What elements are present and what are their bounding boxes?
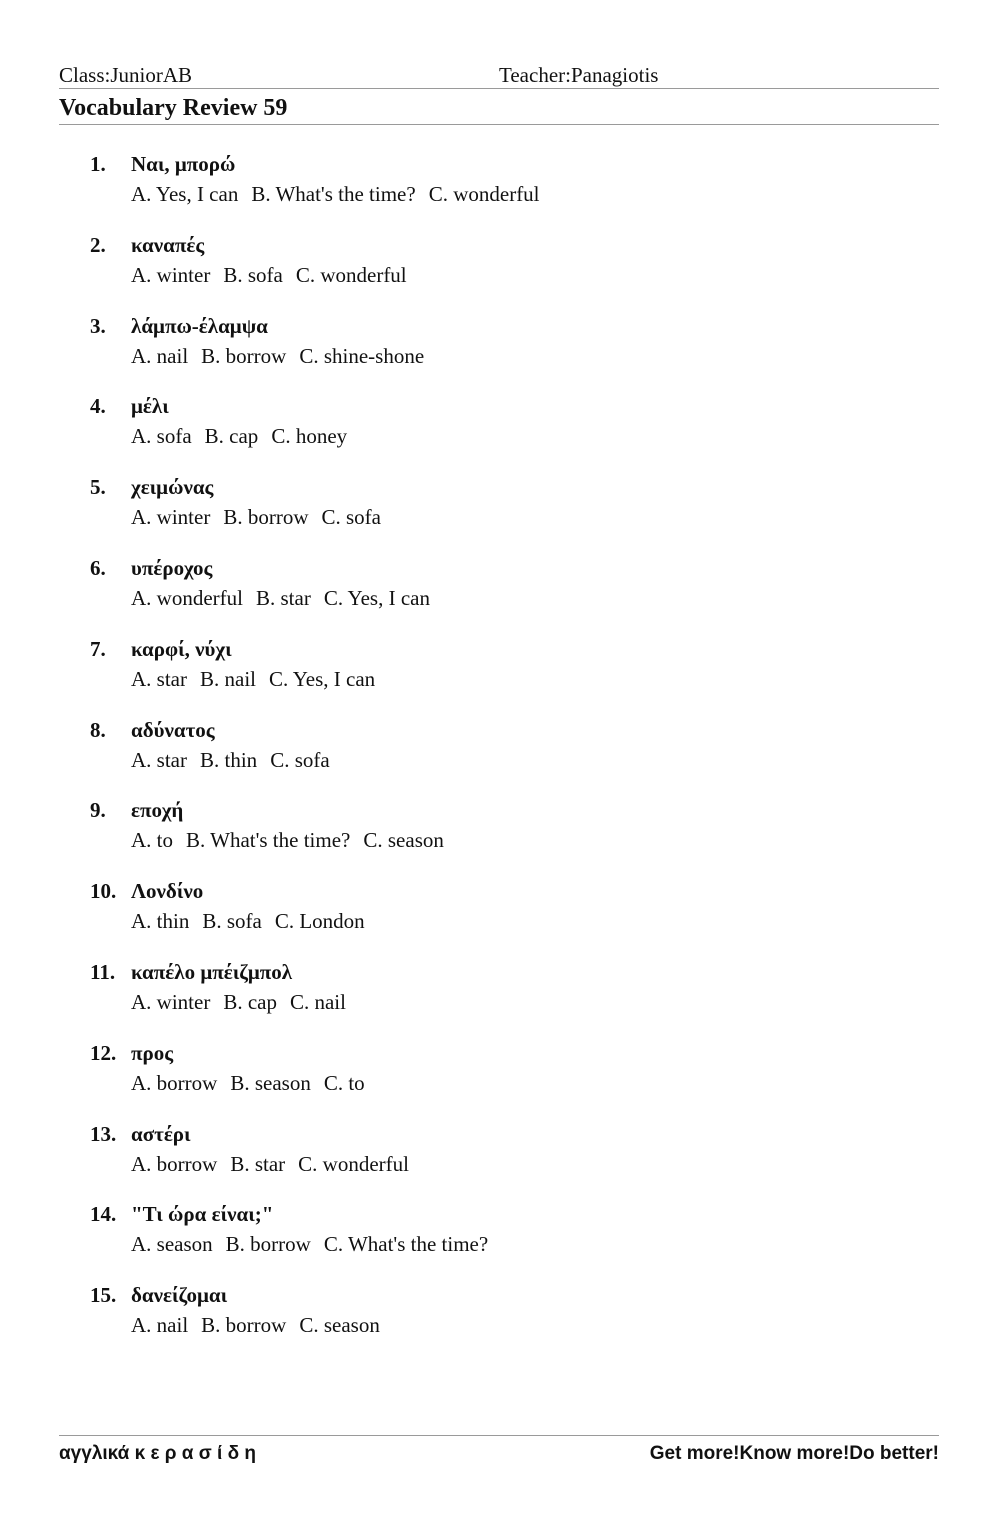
answer-option[interactable]: B. sofa xyxy=(223,262,283,287)
answer-options xyxy=(131,343,437,369)
question-item xyxy=(0,715,1000,796)
answer-option[interactable]: B. star xyxy=(230,1151,286,1176)
answer-option[interactable]: B. thin xyxy=(200,747,258,772)
answer-option[interactable]: A. nail xyxy=(131,1313,189,1338)
question-list xyxy=(0,149,1000,1361)
answer-option[interactable]: C. wonderful xyxy=(428,182,540,206)
answer-option[interactable]: C. Yes, I can xyxy=(323,585,430,610)
answer-option[interactable]: B. sofa xyxy=(202,909,262,934)
header xyxy=(59,62,939,88)
answer-option[interactable]: A. thin xyxy=(131,909,190,934)
question-number: 10. xyxy=(90,879,117,904)
question-number: 2. xyxy=(90,232,106,257)
answer-option[interactable]: C. season xyxy=(363,828,444,853)
question-item xyxy=(0,149,1000,230)
answer-option[interactable]: C. Yes, I can xyxy=(269,666,376,691)
header-divider xyxy=(59,88,939,89)
question-number: 12. xyxy=(90,1040,117,1065)
answer-option[interactable]: C. What's the time? xyxy=(323,1232,489,1257)
question-item xyxy=(0,472,1000,553)
answer-option[interactable]: B. star xyxy=(255,585,311,610)
question-item xyxy=(0,1119,1000,1200)
question-item xyxy=(0,1280,1000,1361)
answer-option[interactable]: B. cap xyxy=(204,424,259,449)
answer-options xyxy=(131,908,378,934)
answer-option[interactable]: B. borrow xyxy=(225,1232,311,1257)
answer-option[interactable]: C. nail xyxy=(289,989,346,1014)
question-item xyxy=(0,553,1000,634)
answer-option[interactable]: A. star xyxy=(131,666,187,691)
question-item xyxy=(0,1199,1000,1280)
answer-option[interactable]: C. to xyxy=(323,1070,365,1095)
answer-option[interactable]: B. nail xyxy=(200,666,256,691)
answer-option[interactable]: B. What's the time? xyxy=(251,182,416,206)
question-prompt: λάμπω-έλαμψα xyxy=(131,313,268,338)
answer-option[interactable]: C. wonderful xyxy=(298,1151,409,1176)
answer-options xyxy=(131,666,388,692)
question-prompt: αδύνατος xyxy=(131,717,215,742)
class-label: Class:JuniorAB xyxy=(59,63,193,87)
question-number: 14. xyxy=(90,1202,117,1227)
question-prompt: μέλι xyxy=(131,394,169,419)
answer-options xyxy=(131,262,420,288)
answer-option[interactable]: A. sofa xyxy=(131,424,192,449)
question-item xyxy=(0,634,1000,715)
answer-options xyxy=(131,504,394,530)
footer-divider xyxy=(59,1435,939,1436)
question-prompt: εποχή xyxy=(131,798,184,823)
answer-options xyxy=(131,423,360,449)
question-number: 15. xyxy=(90,1283,117,1308)
answer-option[interactable]: B. season xyxy=(230,1070,311,1095)
answer-option[interactable]: B. borrow xyxy=(223,505,309,530)
answer-option[interactable]: C. sofa xyxy=(270,747,330,772)
question-prompt: υπέροχος xyxy=(131,555,213,580)
teacher-label: Teacher:Panagiotis xyxy=(499,63,659,87)
answer-options xyxy=(131,747,343,773)
question-item xyxy=(0,795,1000,876)
question-number: 4. xyxy=(90,394,106,419)
answer-option[interactable]: C. shine-shone xyxy=(299,343,425,368)
question-prompt: "Τι ώρα είναι;" xyxy=(131,1202,274,1227)
answer-option[interactable]: B. What's the time? xyxy=(186,828,351,853)
answer-option[interactable]: A. borrow xyxy=(131,1070,218,1095)
question-prompt: Λονδίνο xyxy=(131,879,204,904)
question-prompt: χειμώνας xyxy=(131,475,214,500)
footer-brand: αγγλικά κ ε ρ α σ ί δ η xyxy=(59,1443,256,1464)
answer-options xyxy=(131,585,443,611)
answer-option[interactable]: B. cap xyxy=(223,989,277,1014)
question-prompt: καρφί, νύχι xyxy=(131,636,232,661)
answer-option[interactable]: A. nail xyxy=(131,343,189,368)
answer-option[interactable]: A. winter xyxy=(131,505,211,530)
answer-option[interactable]: C. honey xyxy=(271,424,348,449)
answer-options xyxy=(131,1312,393,1338)
answer-options xyxy=(131,181,553,207)
question-item xyxy=(0,1038,1000,1119)
question-item xyxy=(0,391,1000,472)
answer-option[interactable]: A. to xyxy=(131,828,173,853)
question-prompt: προς xyxy=(131,1040,174,1065)
title-divider xyxy=(59,124,939,125)
question-prompt: καναπές xyxy=(131,232,205,257)
footer-slogan: Get more!Know more!Do better! xyxy=(649,1443,939,1464)
question-number: 6. xyxy=(90,555,106,580)
answer-options xyxy=(131,827,457,853)
question-number: 9. xyxy=(90,798,106,823)
question-item xyxy=(0,230,1000,311)
page-title: Vocabulary Review 59 xyxy=(59,95,288,121)
answer-option[interactable]: A. Yes, I can xyxy=(131,182,239,206)
answer-option[interactable]: A. borrow xyxy=(131,1151,218,1176)
answer-option[interactable]: C. season xyxy=(299,1313,380,1338)
answer-option[interactable]: A. star xyxy=(131,747,187,772)
question-number: 13. xyxy=(90,1121,117,1146)
question-item xyxy=(0,876,1000,957)
question-number: 3. xyxy=(90,313,106,338)
question-number: 8. xyxy=(90,717,106,742)
answer-option[interactable]: A. winter xyxy=(131,989,211,1014)
question-prompt: δανείζομαι xyxy=(131,1283,228,1308)
answer-options xyxy=(131,1151,422,1177)
answer-options xyxy=(131,1070,378,1096)
answer-option[interactable]: C. wonderful xyxy=(295,262,407,287)
question-prompt: αστέρι xyxy=(131,1121,191,1146)
question-prompt: Ναι, μπορώ xyxy=(131,152,236,176)
question-item xyxy=(0,957,1000,1038)
question-number: 1. xyxy=(90,152,106,176)
answer-option[interactable]: A. season xyxy=(131,1232,213,1257)
answer-option[interactable]: C. London xyxy=(274,909,365,934)
answer-option[interactable]: B. borrow xyxy=(201,343,287,368)
answer-option[interactable]: A. wonderful xyxy=(131,585,243,610)
answer-options xyxy=(131,1231,501,1257)
question-prompt: καπέλο μπέιζμπολ xyxy=(131,959,293,984)
question-item xyxy=(0,311,1000,392)
answer-option[interactable]: B. borrow xyxy=(201,1313,287,1338)
question-number: 5. xyxy=(90,475,106,500)
question-number: 11. xyxy=(90,959,116,984)
answer-option[interactable]: A. winter xyxy=(131,262,211,287)
answer-option[interactable]: C. sofa xyxy=(321,505,381,530)
answer-options xyxy=(131,989,359,1015)
question-number: 7. xyxy=(90,636,106,661)
